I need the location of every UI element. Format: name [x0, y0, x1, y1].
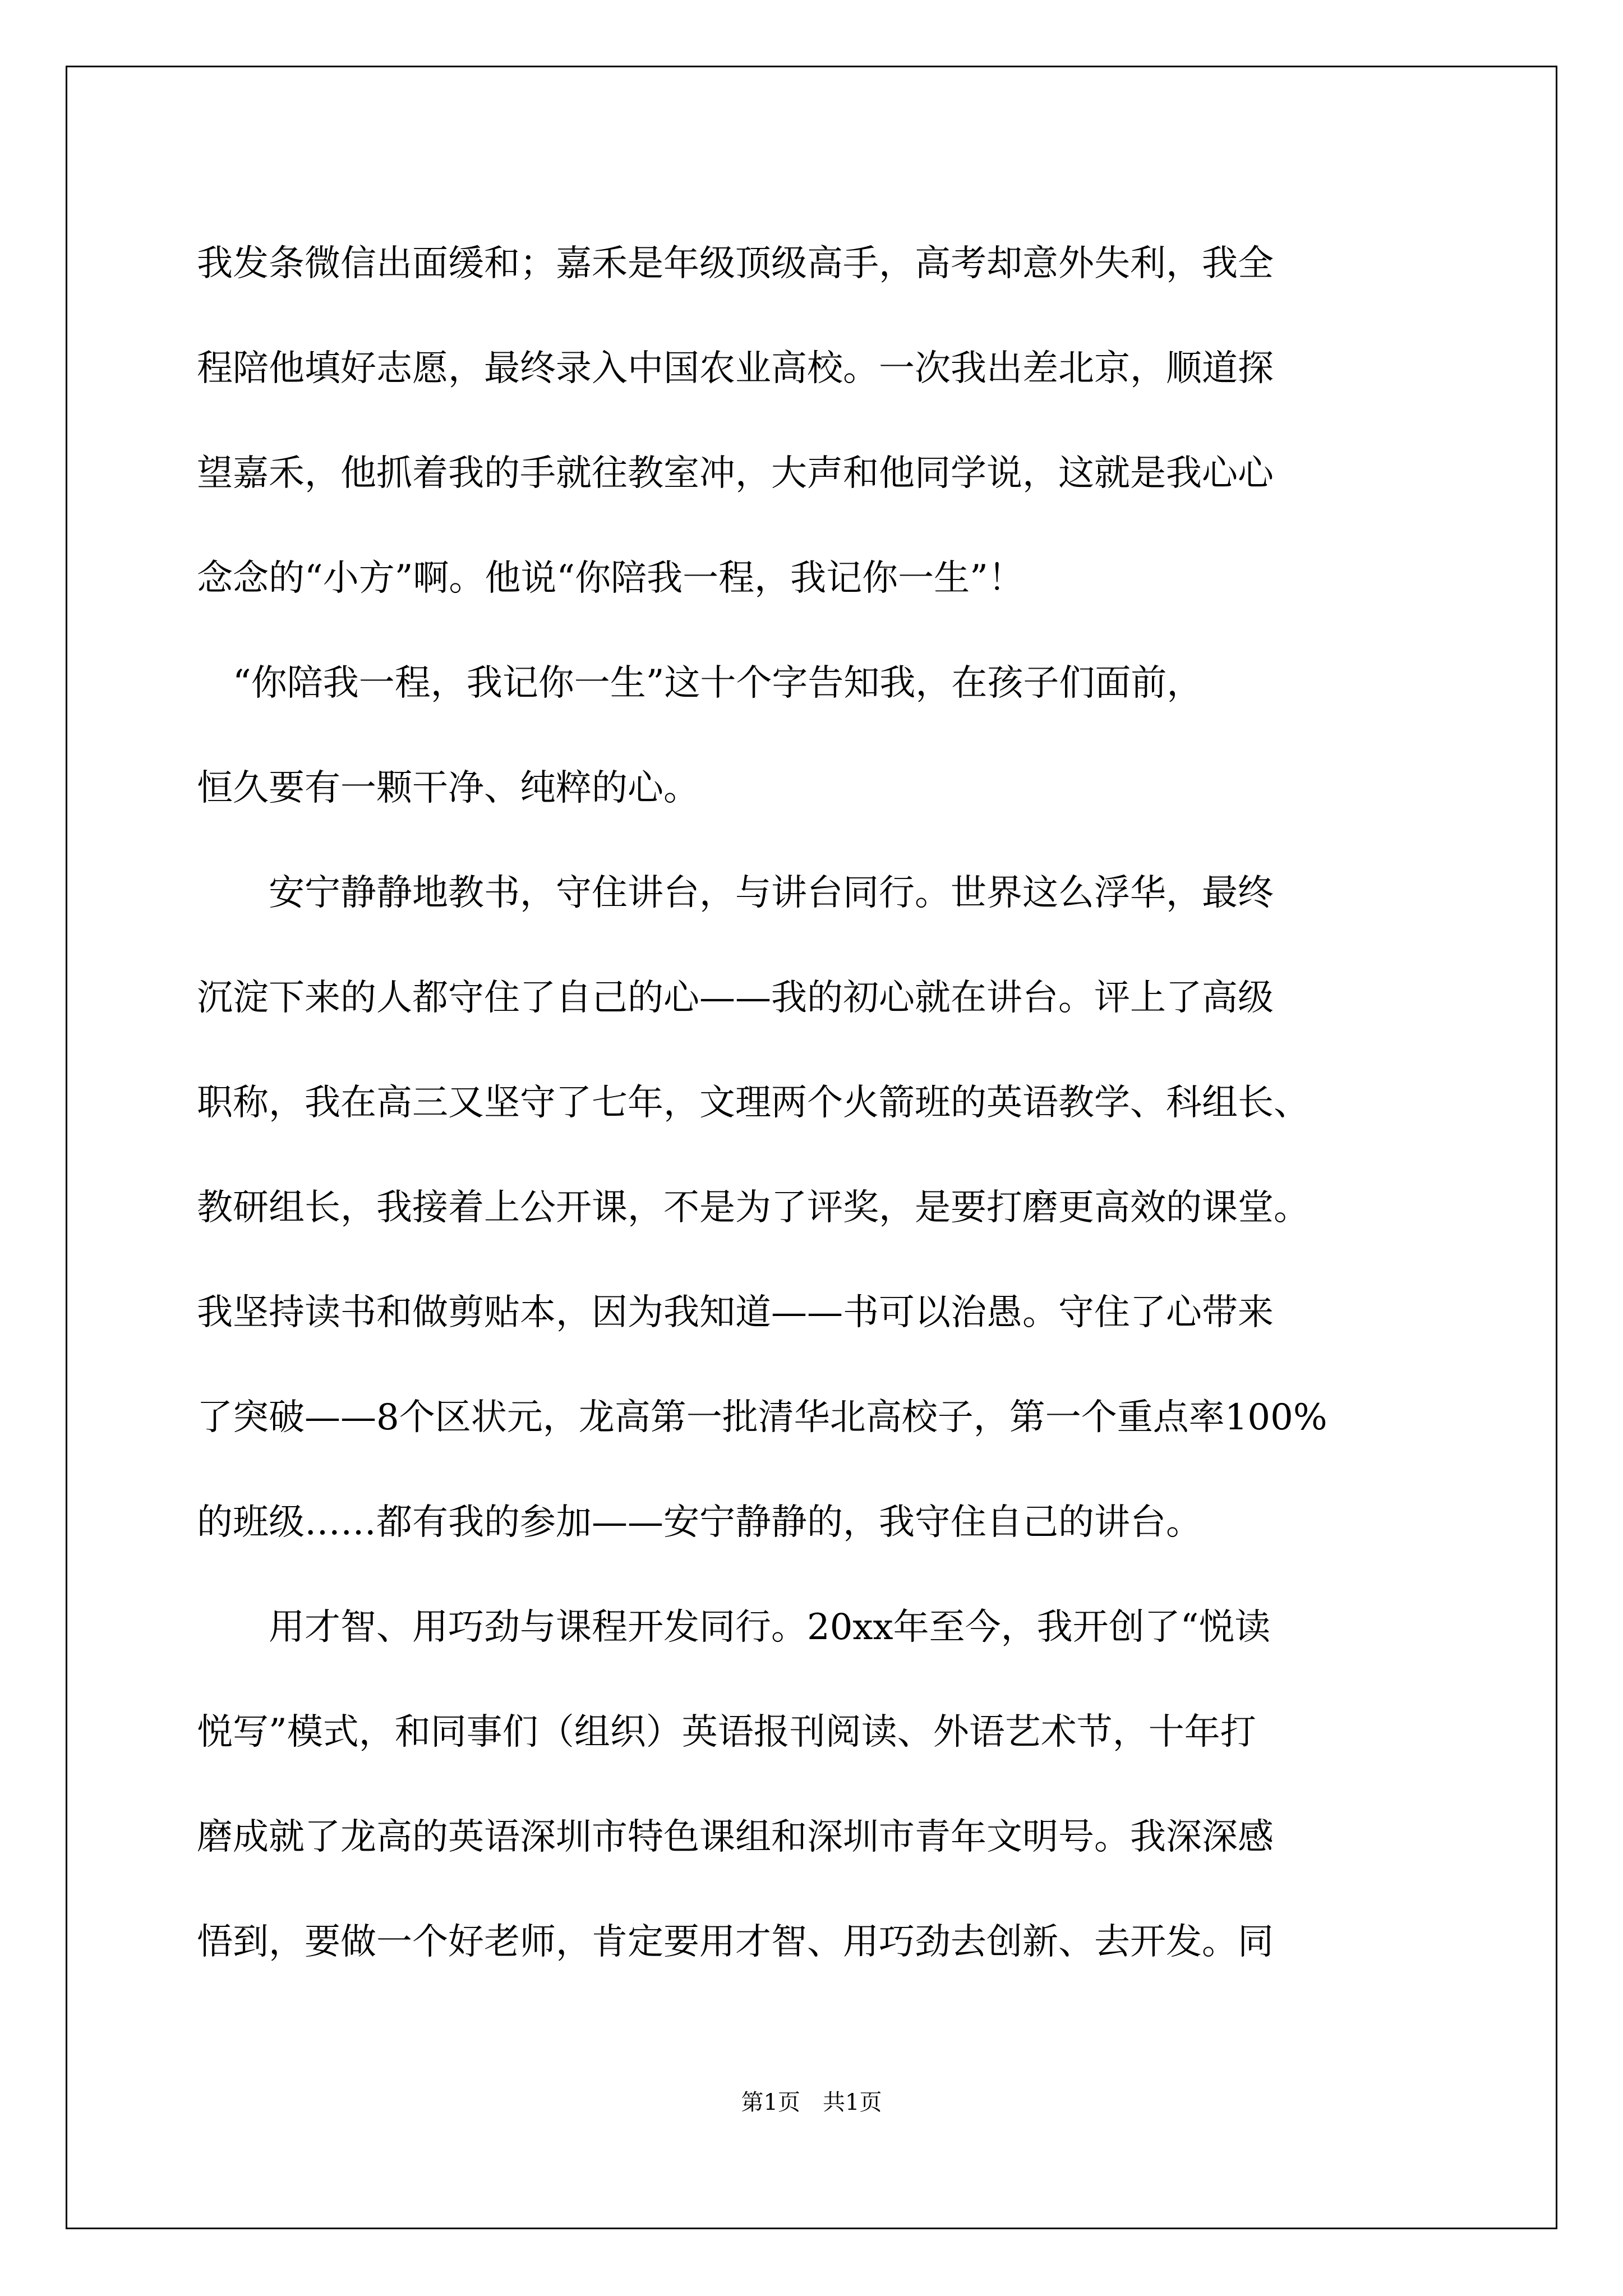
text-line: 用才智、用巧劲与课程开发同行。20xx年至今，我开创了“悦读: [197, 1607, 1271, 1648]
text-line: 我坚持读书和做剪贴本，因为我知道——书可以治愚。守住了心带来: [197, 1292, 1274, 1333]
document-body: [197, 211, 1442, 1995]
text-line: 程陪他填好志愿，最终录入中国农业高校。一次我出差北京，顺道探: [197, 348, 1274, 389]
text-line: 教研组长，我接着上公开课，不是为了评奖，是要打磨更高效的课堂。: [197, 1187, 1310, 1228]
text-line: 念念的“小方”啊。他说“你陪我一程，我记你一生”！: [197, 558, 1024, 599]
text-line: 职称，我在高三又坚守了七年，文理两个火箭班的英语教学、科组长、: [197, 1082, 1310, 1124]
text-line: 了突破——8个区状元，龙高第一批清华北高校子，第一个重点率100%: [197, 1397, 1327, 1438]
text-line: 悦写”模式，和同事们（组织）英语报刊阅读、外语艺术节，十年打: [197, 1711, 1256, 1753]
text-line: 悟到，要做一个好老师，肯定要用才智、用巧劲去创新、去开发。同: [197, 1921, 1274, 1963]
text-line: 磨成就了龙高的英语深圳市特色课组和深圳市青年文明号。我深深感: [197, 1816, 1274, 1858]
text-line: “你陪我一程，我记你一生”这十个字告知我，在孩子们面前，: [197, 662, 1203, 704]
text-line: 望嘉禾，他抓着我的手就往教室冲，大声和他同学说，这就是我心心: [197, 453, 1274, 494]
text-line: 恒久要有一颗干净、纯粹的心。: [197, 767, 699, 809]
text-line: 的班级……都有我的参加——安宁静静的，我守住自己的讲台。: [197, 1502, 1202, 1543]
page-number-footer: 第1页 共1页: [741, 2090, 882, 2115]
text-line: 我发条微信出面缓和；嘉禾是年级顶级高手，高考却意外失利，我全: [197, 243, 1274, 284]
text-line: 安宁静静地教书，守住讲台，与讲台同行。世界这么浮华，最终: [197, 872, 1274, 914]
text-line: 沉淀下来的人都守住了自己的心——我的初心就在讲台。评上了高级: [197, 977, 1274, 1019]
